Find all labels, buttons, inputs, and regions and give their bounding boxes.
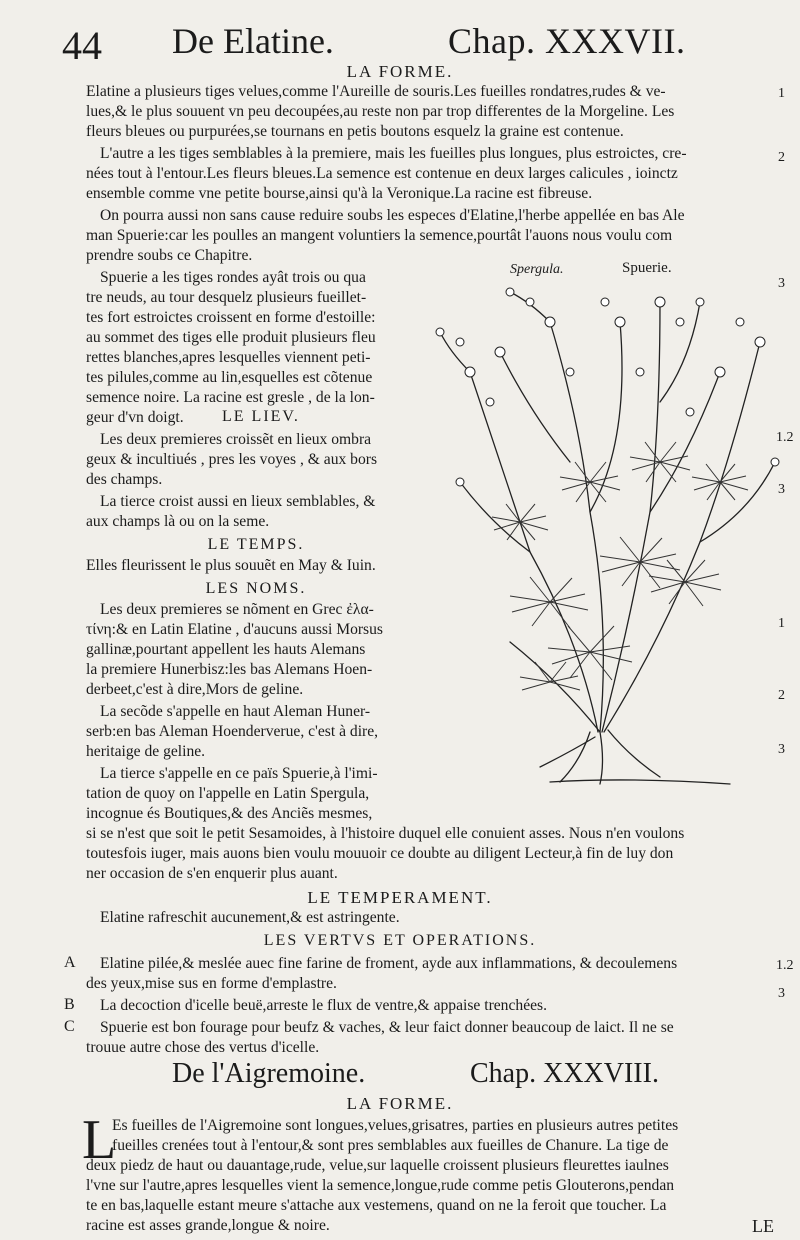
text-line: tation de quoy on l'appelle en Latin Spergula, — [86, 785, 370, 802]
text-line: la premiere Hunerbisz:les bas Alemans Hoen- — [86, 661, 373, 678]
margin-number: 3 — [778, 482, 785, 497]
chapter-number: Chap. XXXVII. — [448, 21, 686, 61]
text-line: On pourra aussi non sans cause reduire soubs les especes d'Elatine,l'herbe appellée en bas Ale — [100, 207, 685, 224]
section-heading-temperament: LE TEMPERAMENT. — [307, 888, 493, 907]
text-line: τίνη:& en Latin Elatine , d'aucuns aussi Morsus — [86, 621, 383, 638]
text-line: rettes blanches,apres lesquelles viennent peti- — [86, 349, 371, 366]
text-line: ensemble comme vne petite bourse,ainsi qu'à la Veronique.La racine est fibreuse. — [86, 185, 593, 202]
text-line: deux piedz de haut ou dauantage,rude, velue,sur laquelle croissent plusieurs fleurettes iaulnes — [86, 1157, 669, 1174]
text-line: Les deux premieres croissẽt en lieux ombra — [100, 431, 372, 448]
margin-number: 3 — [778, 742, 785, 757]
margin-number: 2 — [778, 150, 785, 165]
margin-number: 1 — [778, 616, 785, 631]
chapter2-number: Chap. XXXVIII. — [470, 1058, 659, 1089]
text-line: des champs. — [86, 471, 163, 488]
text-line: Elatine pilée,& meslée auec fine farine de froment, ayde aux inflammations, & decoulemens — [100, 955, 678, 972]
section-heading-lieu: LE LIEV. — [222, 408, 300, 425]
text-line: Elatine a plusieurs tiges velues,comme l'Aureille de souris.Les fueilles rondatres,rudes & ve- — [86, 83, 666, 100]
text-line: Elles fleurissent le plus souuẽt en May & Iuin. — [86, 557, 376, 574]
text-line: nées tout à l'entour.Les fleurs bleues.La semence est contenue en deux larges calicules , ioinctz — [86, 165, 678, 182]
drop-cap: L — [82, 1109, 117, 1171]
text-line: La tierce croist aussi en lieux semblables, & — [100, 493, 376, 510]
text-line: Es fueilles de l'Aigremoine sont longues,velues,grisatres, parties en plusieurs autres petites — [112, 1117, 679, 1134]
text-line: aux champs là ou on la seme. — [86, 513, 270, 530]
text-line: lues,& le plus souuent vn peu decoupées,au reste non par trop differentes de la Morgeline. Les — [86, 103, 675, 120]
text-line: Spuerie est bon fourage pour beufz & vaches, & leur faict donner beaucoup de laict. Il ne se — [100, 1019, 674, 1036]
text-line: si se n'est que soit le petit Sesamoides, à l'histoire duquel elle conuient asses. Nous n'en voulons — [86, 825, 685, 842]
section-heading-temps: LE TEMPS. — [207, 536, 305, 553]
text-line: toutesfois iuger, mais auons bien voulu mouuoir ce doubte au diligent Lecteur,à fin de luy don — [86, 845, 674, 862]
margin-number: 1.2 — [776, 958, 794, 973]
text-line: geur d'vn doigt. — [86, 409, 184, 426]
margin-letter: B — [64, 996, 75, 1013]
text-line: man Spuerie:car les poulles an mangent voluntiers la semence,pourtât l'auons nous voulu com — [86, 227, 673, 244]
section-heading-noms: LES NOMS. — [205, 580, 307, 597]
catchword: LE — [752, 1216, 774, 1236]
text-line: La decoction d'icelle beuë,arreste le flux de ventre,& appaise trenchées. — [100, 997, 548, 1014]
margin-number: 1 — [778, 86, 785, 101]
margin-number: 1.2 — [776, 430, 794, 445]
text-line: ner occasion de s'en enquerir plus auant. — [86, 865, 338, 882]
text-line: serb:en bas Aleman Hoenderverue, c'est à dire, — [86, 723, 379, 740]
section-heading-vertus: LES VERTVS ET OPERATIONS. — [263, 932, 537, 949]
text-line: La secõde s'appelle en haut Aleman Huner- — [100, 703, 371, 720]
text-line: incognue és Boutiques,& des Anciẽs mesmes, — [86, 805, 373, 822]
chapter-title: De Elatine. — [172, 21, 334, 61]
margin-number: 3 — [778, 276, 785, 291]
text-line: prendre soubs ce Chapitre. — [86, 247, 253, 264]
spergula-plant-illustration — [430, 262, 800, 802]
text-line: te en bas,laquelle estant meure s'attache aux vestemens, quand on ne la feroit que toucher. La — [86, 1197, 667, 1214]
text-line: gallinæ,pourtant appellent les hauts Alemans — [86, 641, 366, 658]
text-line: des yeux,mise sus en forme d'emplastre. — [86, 975, 337, 992]
text-line: trouue autre chose des vertus d'icelle. — [86, 1039, 320, 1056]
text-line: l'vne sur l'autre,apres lesquelles vient la semence,longue,rude comme petis Glouterons,pendan — [86, 1177, 675, 1194]
text-line: Les deux premieres se nõment en Grec ἐλα- — [100, 601, 374, 618]
text-line: Elatine rafreschit aucunement,& est astringente. — [100, 909, 400, 926]
section-heading-forme: LA FORME. — [346, 62, 454, 81]
section-heading-forme-2: LA FORME. — [346, 1094, 454, 1113]
text-line: fueilles crenées tout à l'entour,& sont pres semblables aux fueilles de Chanure. La tige de — [112, 1137, 669, 1154]
text-line: Spuerie a les tiges rondes ayât trois ou qua — [100, 269, 366, 286]
text-line: heritaige de geline. — [86, 743, 206, 760]
text-line: L'autre a les tiges semblables à la premiere, mais les fueilles plus longues, plus estroictes, cre- — [100, 145, 687, 162]
text-line: fleurs bleues ou purpurées,se tournans en petis boutons esquelz la graine est contenue. — [86, 123, 624, 140]
chapter2-title: De l'Aigremoine. — [172, 1058, 366, 1089]
text-line: au sommet des tiges elle produit plusieurs fleu — [86, 329, 376, 346]
text-line: La tierce s'appelle en ce païs Spuerie,à l'imi- — [100, 765, 378, 782]
figure-caption-french: Spuerie. — [622, 260, 672, 276]
margin-letter: A — [64, 954, 76, 971]
margin-number: 3 — [778, 986, 785, 1001]
text-line: tes pilules,comme au lin,esquelles est cõtenue — [86, 369, 373, 386]
margin-number: 2 — [778, 688, 785, 703]
margin-letter: C — [64, 1018, 75, 1035]
text-line: semence noire. La racine est gresle , de la lon- — [86, 389, 375, 406]
text-line: tes fort estroictes croissent en forme d'estoille: — [86, 309, 376, 326]
text-line: racine est asses grande,longue & noire. — [86, 1217, 330, 1234]
text-line: derbeet,c'est à dire,Mors de geline. — [86, 681, 304, 698]
page-number: 44 — [62, 23, 102, 68]
text-line: tre neuds, au tour desquelz plusieurs fueillet- — [86, 289, 367, 306]
text-line: geux & incultiués , pres les voyes , & aux bors — [86, 451, 378, 468]
figure-caption-latin: Spergula. — [510, 262, 564, 277]
